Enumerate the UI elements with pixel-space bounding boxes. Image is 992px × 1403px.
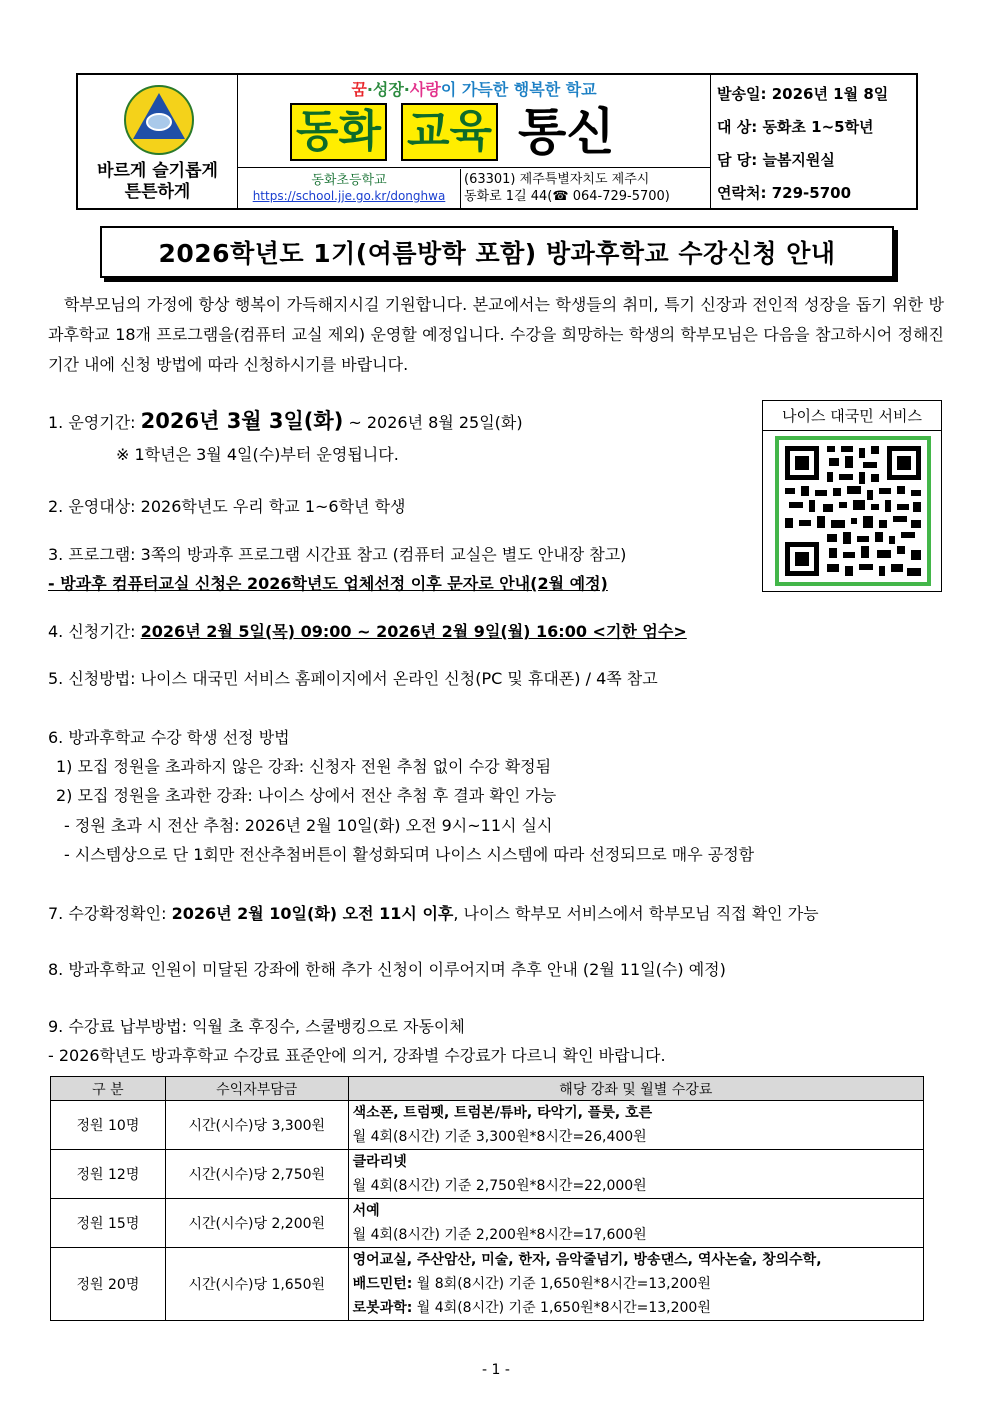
item-7-confirm: 7. 수강확정확인: 2026년 2월 10일(화) 오전 11시 이후, 나이스 학부모 서비스에서 학부모님 직접 확인 가능 <box>48 904 819 923</box>
table-row: 정원 20명 시간(시수)당 1,650원 영어교실, 주산암산, 미술, 한자, 음악줄넘기, 방송댄스, 역사논술, 창의수학, 배드민턴: 월 8회(8시간) 기준 1,650원*8시간=13,200원 로봇과학: 월 4회(8시간) 기준 1,650원*8시간=13,200원 <box>51 1248 924 1321</box>
intro-paragraph: 학부모님의 가정에 항상 행복이 가득해지시길 기원합니다. 본교에서는 학생들의 취미, 특기 신장과 전인적 성장을 돕기 위한 방과후학교 18개 프로그램을(컴퓨터 교실 제외) 운영할 예정입니다. 수강을 희망하는 학생의 학부모님은 다음을 참고하시어 정해진 기간 내에 신청 방법에 따라 신청하시기를 바랍니다. <box>48 295 944 374</box>
item-6-selection: 6. 방과후학교 수강 학생 선정 방법 <box>48 728 290 747</box>
school-motto: 바르게 슬기롭게 튼튼하게 <box>97 161 218 202</box>
school-address: (63301) 제주특별자치도 제주시 동화로 1길 44(☎ 064-729-5700) <box>464 172 670 204</box>
item-1-period: 1. 운영기간: 2026년 3월 3일(화) ~ 2026년 8월 25일(화) <box>48 409 523 433</box>
school-url-link[interactable]: https://school.jje.go.kr/donghwa <box>252 189 446 203</box>
page-number: - 1 - <box>482 1362 510 1378</box>
document-title-box <box>100 226 894 278</box>
fee-table <box>50 1076 924 1321</box>
qr-code-graphic <box>779 440 927 582</box>
item-9-note: - 2026학년도 방과후학교 수강료 표준안에 의거, 강좌별 수강료가 다르니 확인 바랍니다. <box>48 1046 666 1065</box>
table-row: 정원 12명 시간(시수)당 2,750원 클라리넷 월 4회(8시간) 기준 2,750원*8시간=22,000원 <box>51 1150 924 1199</box>
item-6-sub-1: 1) 모집 정원을 초과하지 않은 강좌: 신청자 전원 추첨 없이 수강 확정됨 <box>56 757 552 776</box>
item-8-additional: 8. 방과후학교 인원이 미달된 강좌에 한해 추가 신청이 이루어지며 추후 안내 (2월 11일(수) 예정) <box>48 960 726 979</box>
target: 대 상: 동화초 1~5학년 <box>717 118 874 136</box>
school-slogan: 꿈·성장·사랑이 가득한 행복한 학교 <box>351 80 597 99</box>
item-2-target: 2. 운영대상: 2026학년도 우리 학교 1~6학년 학생 <box>48 497 406 516</box>
school-logo-icon <box>124 85 194 155</box>
item-5-apply-method: 5. 신청방법: 나이스 대국민 서비스 홈페이지에서 온라인 신청(PC 및 휴대폰) / 4쪽 참고 <box>48 669 658 688</box>
qr-code-icon[interactable] <box>775 436 931 586</box>
item-1-note: ※ 1학년은 3월 4일(수)부터 운영됩니다. <box>116 445 399 464</box>
qr-label: 나이스 대국민 서비스 <box>763 401 941 431</box>
item-6-sub-2: 2) 모집 정원을 초과한 강좌: 나이스 상에서 전산 추첨 후 결과 확인 가능 <box>56 786 557 805</box>
info-cell <box>711 75 916 208</box>
newsletter-title: 동화 교육 통신 <box>290 101 615 163</box>
item-6-sub-4: - 시스템상으로 단 1회만 전산추첨버튼이 활성화되며 나이스 시스템에 따라 선정되므로 매우 공정함 <box>64 845 755 864</box>
manager: 담 당: 늘봄지원실 <box>717 151 835 169</box>
item-4-apply-period: 4. 신청기간: 2026년 2월 5일(목) 09:00 ~ 2026년 2월 9일(월) 16:00 <기한 엄수> <box>48 622 687 641</box>
item-3-note: - 방과후 컴퓨터교실 신청은 2026학년도 업체선정 이후 문자로 안내(2월 예정) <box>48 574 608 593</box>
qr-box <box>762 400 942 592</box>
school-name: 동화초등학교 <box>311 173 387 188</box>
item-9-payment: 9. 수강료 납부방법: 익월 초 후징수, 스쿨뱅킹으로 자동이체 <box>48 1017 465 1036</box>
send-date: 발송일: 2026년 1월 8일 <box>717 85 889 103</box>
table-row: 정원 10명 시간(시수)당 3,300원 색소폰, 트럼펫, 트럼본/튜바, 타악기, 플룻, 호른 월 4회(8시간) 기준 3,300원*8시간=26,400원 <box>51 1101 924 1150</box>
newsletter-header <box>76 73 918 210</box>
document-title: 2026학년도 1기(여름방학 포함) 방과후학교 수강신청 안내 <box>158 239 836 268</box>
table-row: 정원 15명 시간(시수)당 2,200원 서예 월 4회(8시간) 기준 2,200원*8시간=17,600원 <box>51 1199 924 1248</box>
contact: 연락처: 729-5700 <box>717 184 852 202</box>
item-3-program: 3. 프로그램: 3쪽의 방과후 프로그램 시간표 참고 (컴퓨터 교실은 별도 안내장 참고) <box>48 545 627 564</box>
title-cell <box>238 75 711 208</box>
logo-cell <box>78 75 238 208</box>
fee-table-header: 구 분 수익자부담금 해당 강좌 및 월별 수강료 <box>51 1077 924 1101</box>
item-6-sub-3: - 정원 초과 시 전산 추첨: 2026년 2월 10일(화) 오전 9시~11시 실시 <box>64 816 553 835</box>
